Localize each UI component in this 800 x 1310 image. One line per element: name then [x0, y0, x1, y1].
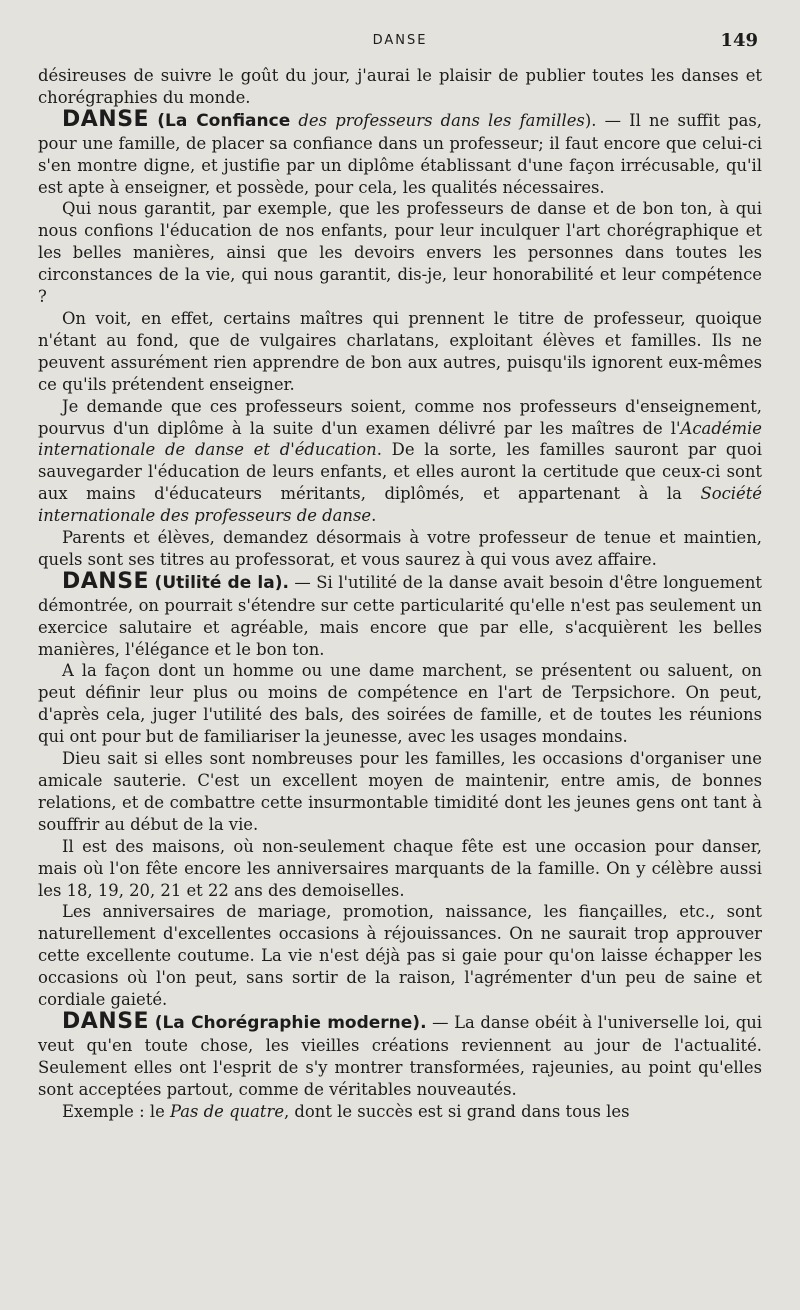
article-subtitle: (La Chorégraphie moderne). [154, 1012, 427, 1033]
article-subtitle-italic: des professeurs dans les familles [298, 110, 585, 130]
intro-paragraph: désireuses de suivre le goût du jour, j'aurai le plaisir de publier toutes les danses et chorégraphies du monde. [38, 66, 762, 107]
paragraph-text: . [371, 506, 377, 526]
running-title: DANSE [372, 33, 428, 48]
society-name: Société internationale des professeurs de danse [38, 484, 762, 526]
paragraph: On voit, en effet, certains maîtres qui prennent le titre de professeur, quoique n'étant au fond, que de vulgaires charlatans, exploitant élèves et familles. Ils ne peuvent assurément rien apprendre de bon aux autres, puisqu'ils ignorent eux-mêmes ce qu'ils prétendent enseigner. [38, 308, 762, 394]
paragraph-text: Il ne suffit pas, pour une famille, de placer sa confiance dans un professeur; il faut encore que celui-ci s'en montre digne, et justifie par un diplôme établissant d'une façon irrécusable, qu'il est apte à enseigner, et possède, pour cela, les qualités nécessaires. [38, 110, 762, 197]
em-dash: — [426, 1012, 455, 1032]
page-number: 149 [720, 30, 758, 51]
article-keyword: DANSE [62, 106, 150, 132]
paragraph: Dieu sait si elles sont nombreuses pour les familles, les occasions d'organiser une amicale sauterie. C'est un excellent moyen de maintenir, entre amis, de bonnes relations, et de combattre cette insurmontable timidité dont les jeunes gens ont tant à souffrir au début de la vie. [38, 749, 762, 834]
article-keyword: DANSE [62, 1008, 150, 1034]
academy-name: Académie internationale de danse et d'éducation [38, 418, 762, 460]
article-keyword: DANSE [62, 568, 150, 594]
paragraph: Les anniversaires de mariage, promotion, naissance, les fiançailles, etc., sont naturellement d'excellentes occasions à réjouissances. On ne saurait trop approuver cette excellente coutume. La vie n'est déjà pas si gaie pour qu'on laisse échapper les occasions où l'on peut, sans sortir de la raison, l'agrémenter d'un peu de saine et cordiale gaieté. [38, 902, 762, 1010]
paragraph-text: Si l'utilité de la danse avait besoin d'être longuement démontrée, on pourrait s'étendre sur cette particularité qu'elle n'est pas seulement un exercice salutaire et agréable, mais encore que par elle, s'acquièrent les belles manières, l'élégance et le bon ton. [38, 572, 763, 659]
body-text [38, 65, 762, 1123]
paragraph-text: Exemple : le [62, 1101, 170, 1121]
paragraph: Parents et élèves, demandez désormais à votre professeur de tenue et maintien, quels sont ses titres au professorat, et vous saurez à qui vous avez affaire. [38, 528, 762, 569]
article-subtitle: (La Confiance [157, 110, 291, 131]
paragraph: Il est des maisons, où non-seulement chaque fête est une occasion pour danser, mais où l'on fête encore les anniversaires marquants de la famille. On y célèbre aussi les 18, 19, 20, 21 et 22 ans des demoiselles. [38, 836, 762, 900]
article-choregraphie-heading-paragraph [38, 1008, 762, 1101]
paragraph-text: La danse obéit à l'universelle loi, qui veut qu'en toute chose, les vieilles créations reviennent au jour de l'actualité. Seulement elles ont l'esprit de s'y montrer transformées, rajeunies, au point qu'elles sont acceptées partout, comme de véritables nouveautés. [38, 1012, 762, 1099]
paragraph: A la façon dont un homme ou une dame marchent, se présentent ou saluent, on peut définir leur plus ou moins de compétence en l'art de Terpsichore. On peut, d'après cela, juger l'utilité des bals, des soirées de famille, et de toutes les réunions qui ont pour but de familiariser la jeunesse, avec les usages mondains. [38, 661, 762, 747]
running-head [0, 30, 800, 54]
paragraph [38, 396, 762, 527]
dance-name: Pas de quatre [169, 1101, 285, 1121]
article-utilite-heading-paragraph [38, 568, 763, 661]
article-confiance-heading-paragraph [38, 106, 762, 199]
article-subtitle-close: ). [584, 110, 597, 130]
paragraph-text: . De la sorte, les familles sauront par quoi sauvegarder l'éducation de leurs enfants, et elles auront la certitude que ceux-ci sont aux mains d'éducateurs méritants, diplômés, et appartenant à la [38, 440, 762, 504]
article-subtitle: (Utilité de la). [154, 572, 289, 593]
paragraph-text: , dont le succès est si grand dans tous les [284, 1101, 630, 1121]
em-dash: — [288, 572, 317, 592]
em-dash: — [596, 110, 630, 130]
paragraph: Qui nous garantit, par exemple, que les professeurs de danse et de bon ton, à qui nous confions l'éducation de nos enfants, pour leur inculquer l'art chorégraphique et les belles manières, ainsi que les devoirs envers les personnes dans toutes les circonstances de la vie, qui nous garantit, dis-je, leur honorabilité et leur compétence ? [38, 199, 762, 307]
paragraph [38, 1101, 762, 1123]
paragraph-text: Je demande que ces professeurs soient, comme nos professeurs d'enseignement, pourvus d'un diplôme à la suite d'un examen délivré par les maîtres de l' [38, 396, 762, 438]
